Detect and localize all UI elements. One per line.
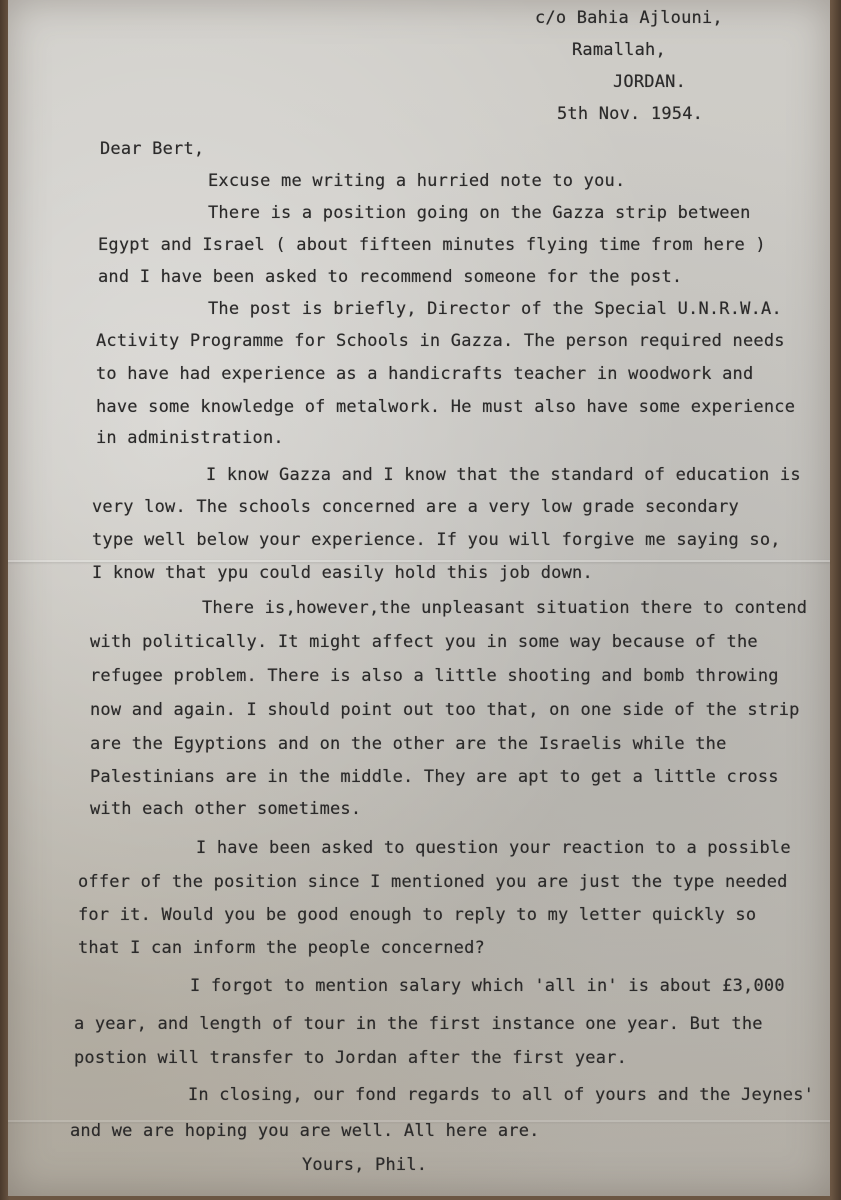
body-line: a year, and length of tour in the first instance one year. But the	[74, 1014, 763, 1034]
body-line: type well below your experience. If you will forgive me saying so,	[92, 530, 781, 550]
body-line: for it. Would you be good enough to reply to my letter quickly so	[78, 905, 757, 925]
address-line-2: Ramallah,	[572, 40, 666, 60]
body-line: with each other sometimes.	[90, 799, 362, 819]
letter-date: 5th Nov. 1954.	[557, 104, 704, 124]
body-line: very low. The schools concerned are a very low grade secondary	[92, 497, 739, 517]
address-line-3: JORDAN.	[613, 72, 687, 92]
body-line: refugee problem. There is also a little shooting and bomb throwing	[90, 666, 779, 686]
body-line: with politically. It might affect you in some way because of the	[90, 632, 758, 652]
salutation: Dear Bert,	[100, 139, 205, 159]
letter-page	[8, 0, 830, 1196]
body-line: Excuse me writing a hurried note to you.	[208, 171, 626, 191]
body-line: to have had experience as a handicrafts teacher in woodwork and	[96, 364, 754, 384]
body-line: Palestinians are in the middle. They are apt to get a little cross	[90, 767, 779, 787]
body-line: that I can inform the people concerned?	[78, 938, 485, 958]
body-line: The post is briefly, Director of the Special U.N.R.W.A.	[208, 299, 782, 319]
body-line: are the Egyptions and on the other are the Israelis while the	[90, 734, 727, 754]
body-line: and we are hoping you are well. All here are.	[70, 1121, 540, 1141]
address-line-1: c/o Bahia Ajlouni,	[535, 8, 723, 28]
body-line: Egypt and Israel ( about fifteen minutes flying time from here )	[98, 235, 766, 255]
body-line: I know Gazza and I know that the standard of education is	[206, 465, 801, 485]
paper-crease	[8, 560, 830, 562]
body-line: now and again. I should point out too that, on one side of the strip	[90, 700, 800, 720]
body-line: I forgot to mention salary which 'all in' is about £3,000	[190, 976, 785, 996]
body-line: Activity Programme for Schools in Gazza. The person required needs	[96, 331, 785, 351]
closing-signoff: Yours, Phil.	[302, 1155, 428, 1175]
body-line: There is a position going on the Gazza strip between	[208, 203, 751, 223]
body-line: postion will transfer to Jordan after the first year.	[74, 1048, 628, 1068]
body-line: in administration.	[96, 428, 284, 448]
body-line: and I have been asked to recommend someone for the post.	[98, 267, 683, 287]
body-line: In closing, our fond regards to all of yours and the Jeynes'	[188, 1085, 815, 1105]
body-line: have some knowledge of metalwork. He must also have some experience	[96, 397, 796, 417]
body-line: There is,however,the unpleasant situation there to contend	[202, 598, 808, 618]
body-line: I know that ypu could easily hold this job down.	[92, 563, 593, 583]
body-line: offer of the position since I mentioned you are just the type needed	[78, 872, 788, 892]
body-line: I have been asked to question your reaction to a possible	[196, 838, 791, 858]
